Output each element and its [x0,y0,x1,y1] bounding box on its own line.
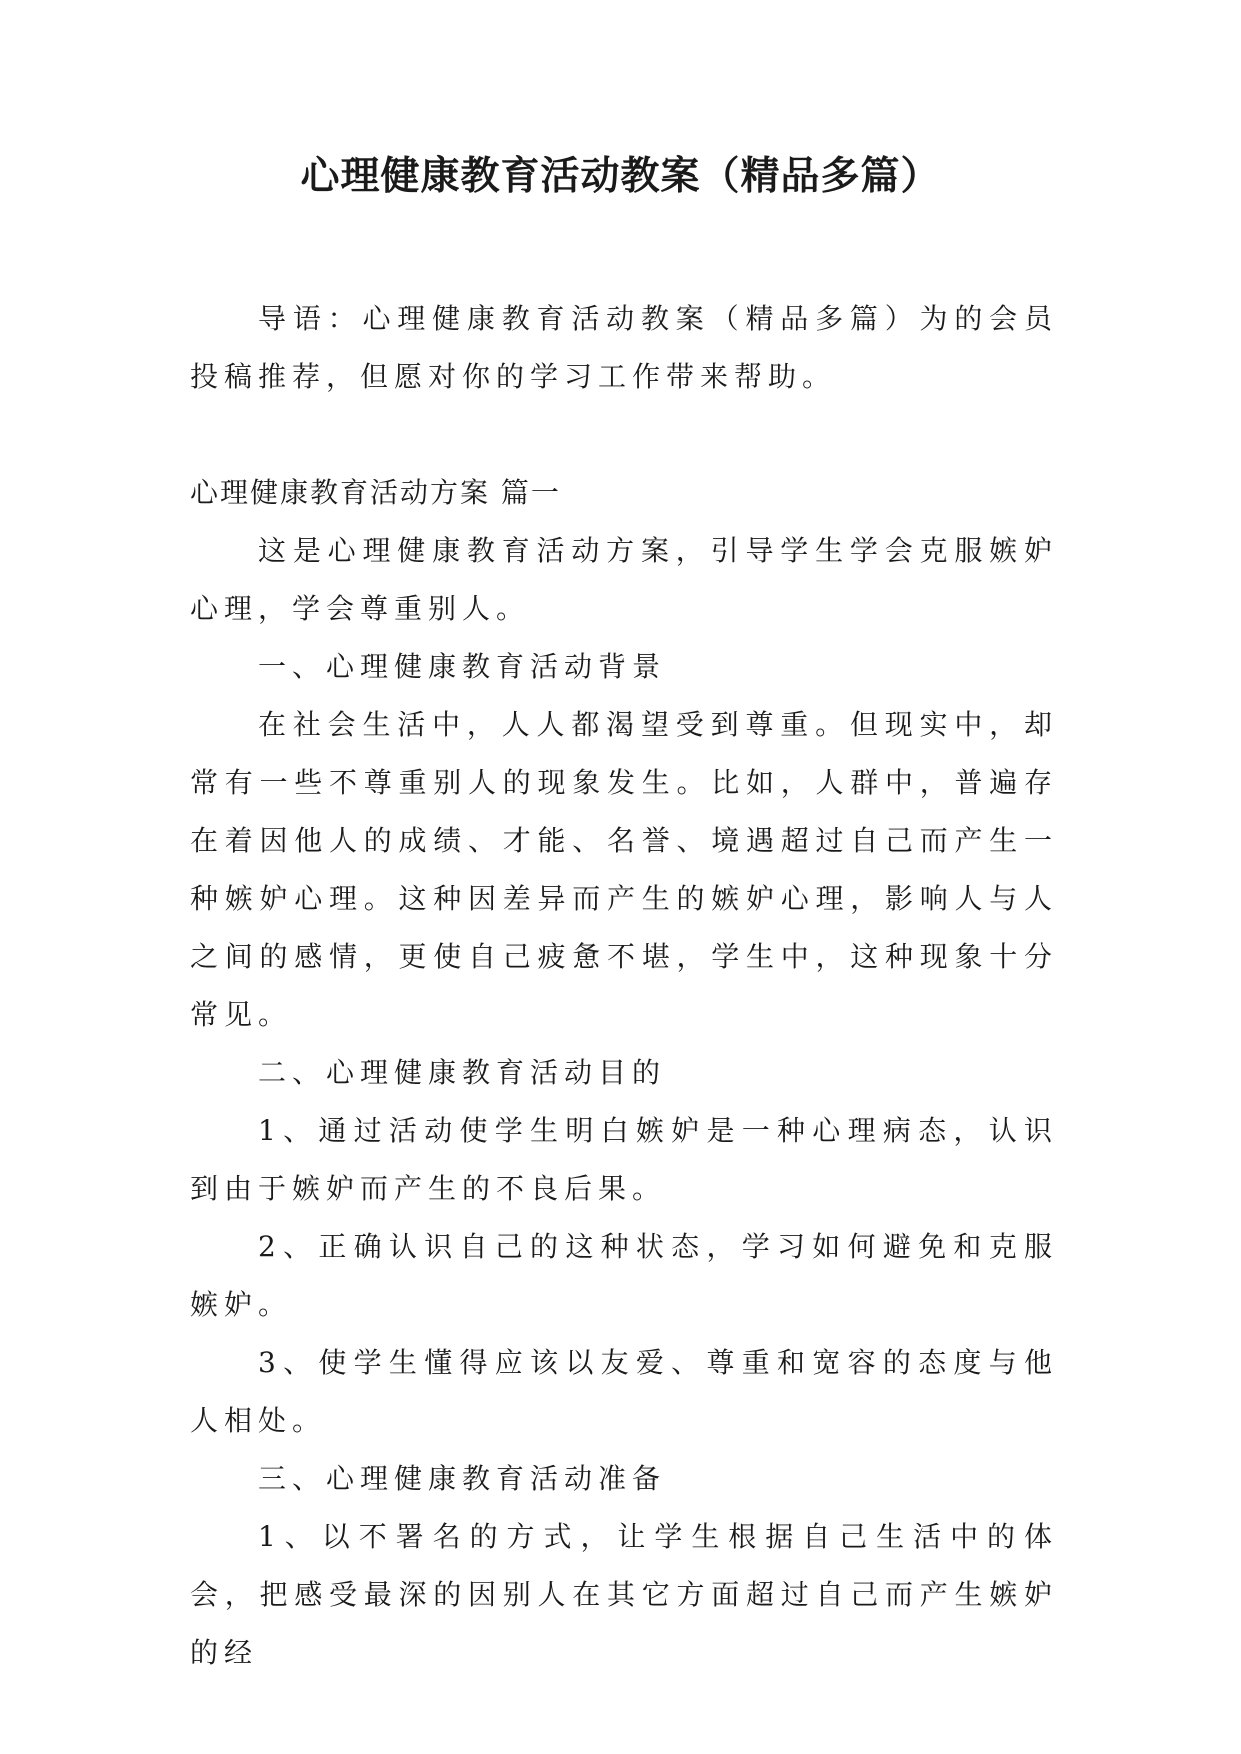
objective-item-3: 3、使学生懂得应该以友爱、尊重和宽容的态度与他人相处。 [190,1346,1058,1437]
paragraph-background: 在社会生活中，人人都渴望受到尊重。但现实中，却常有一些不尊重别人的现象发生。比如，人群中，普遍存在着因他人的成绩、才能、名誉、境遇超过自己而产生一种嫉妒心理。这种因差异而产生的嫉妒心理，影响人与人之间的感情，更使自己疲惫不堪，学生中，这种现象十分常见。 [190,708,1058,1031]
section-title: 心理健康教育活动方案 篇一 [190,476,561,509]
objective-item-2: 2、正确认识自己的这种状态，学习如何避免和克服嫉妒。 [190,1230,1058,1321]
heading-preparation: 三、心理健康教育活动准备 [258,1462,667,1495]
objective-item-1: 1、通过活动使学生明白嫉妒是一种心理病态，认识到由于嫉妒而产生的不良后果。 [190,1114,1058,1205]
intro-paragraph: 导语：心理健康教育活动教案（精品多篇）为的会员投稿推荐，但愿对你的学习工作带来帮助。 [190,302,1058,393]
document-title: 心理健康教育活动教案（精品多篇） [300,154,941,199]
paragraph-intro-purpose: 这是心理健康教育活动方案，引导学生学会克服嫉妒心理，学会尊重别人。 [190,534,1058,625]
document-body [190,290,1058,1682]
heading-background: 一、心理健康教育活动背景 [258,650,667,683]
preparation-item-1: 1、以不署名的方式，让学生根据自己生活中的体会，把感受最深的因别人在其它方面超过自己而产生嫉妒的经 [190,1520,1058,1669]
heading-objectives: 二、心理健康教育活动目的 [258,1056,667,1089]
